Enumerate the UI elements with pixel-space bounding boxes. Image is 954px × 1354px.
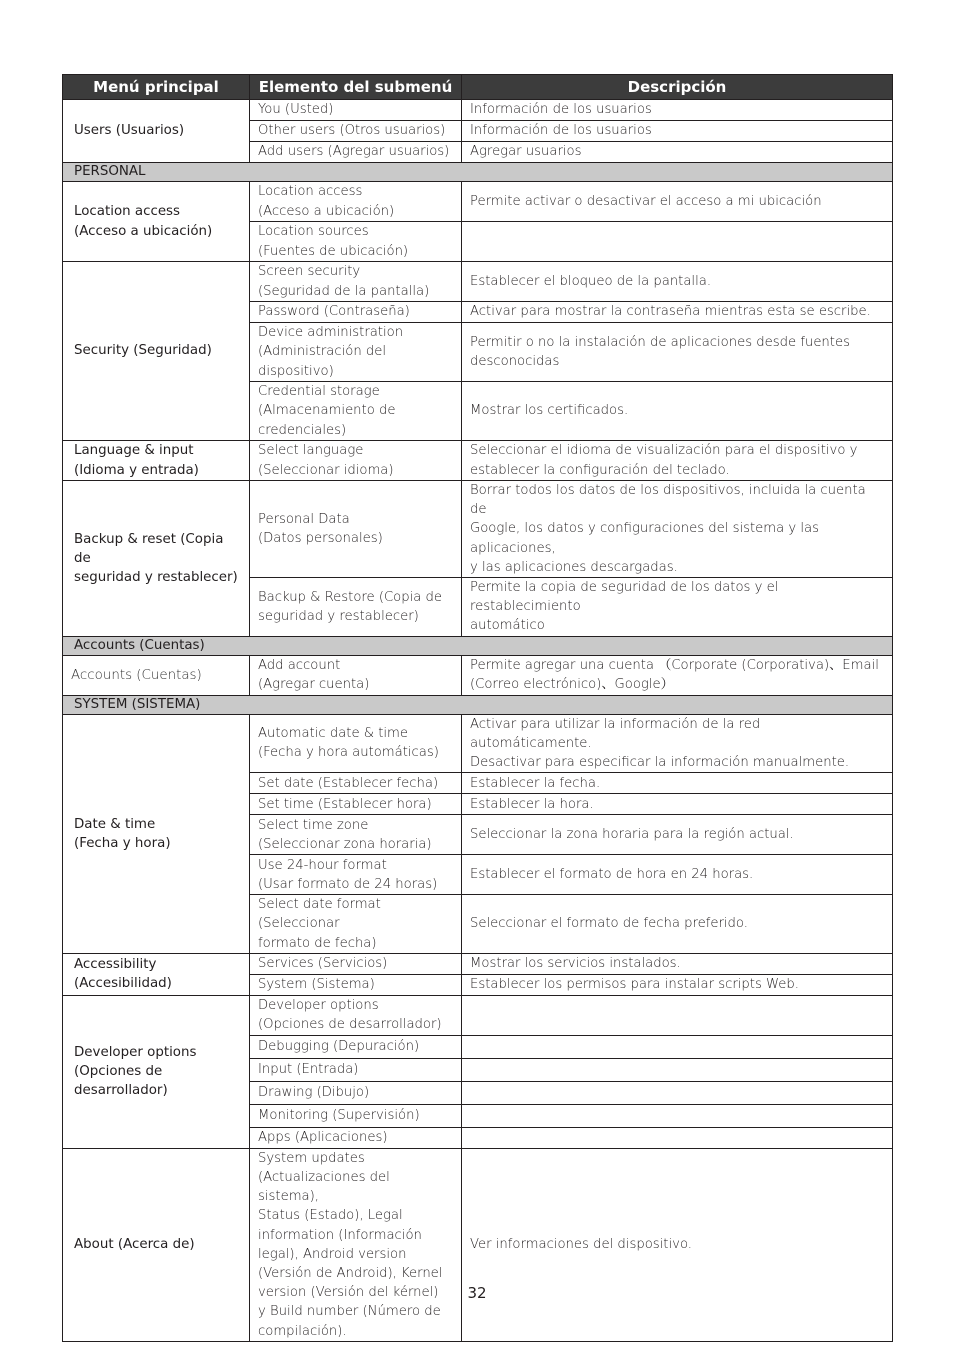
table-row bbox=[63, 714, 893, 773]
menu-accounts: Accounts (Cuentas) bbox=[63, 655, 250, 695]
header-submenu: Elemento del submenú bbox=[250, 75, 462, 100]
section-system: SYSTEM (SISTEMA) bbox=[63, 695, 893, 714]
description-cell: Información de los usuarios bbox=[462, 121, 893, 142]
submenu-cell: Services (Servicios) bbox=[250, 953, 462, 974]
submenu-cell: Personal Data (Datos personales) bbox=[250, 481, 462, 578]
description-cell: Borrar todos los datos de los dispositivos, incluida la cuenta de Google, los datos y configuraciones del sistema y las aplicaciones, y las aplicaciones descargadas. bbox=[462, 481, 893, 578]
menu-location-access: Location access (Acceso a ubicación) bbox=[63, 182, 250, 262]
description-cell: Establecer los permisos para instalar scripts Web. bbox=[462, 974, 893, 995]
section-row bbox=[63, 163, 893, 182]
description-cell bbox=[462, 1081, 893, 1104]
section-row bbox=[63, 636, 893, 655]
section-personal: PERSONAL bbox=[63, 163, 893, 182]
submenu-cell: Add account (Agregar cuenta) bbox=[250, 655, 462, 695]
table-row bbox=[63, 995, 893, 1035]
menu-accessibility: Accessibility (Accesibilidad) bbox=[63, 953, 250, 995]
description-cell bbox=[462, 1035, 893, 1058]
description-cell bbox=[462, 222, 893, 262]
table-row bbox=[63, 953, 893, 974]
description-cell: Seleccionar la zona horaria para la región actual. bbox=[462, 815, 893, 855]
submenu-cell: Password (Contraseña) bbox=[250, 302, 462, 323]
section-accounts: Accounts (Cuentas) bbox=[63, 636, 893, 655]
submenu-cell: Developer options (Opciones de desarrollador) bbox=[250, 995, 462, 1035]
menu-developer-options: Developer options (Opciones de desarrollador) bbox=[63, 995, 250, 1148]
submenu-cell: Add users (Agregar usuarios) bbox=[250, 142, 462, 163]
table-row bbox=[63, 441, 893, 481]
submenu-cell: Location sources (Fuentes de ubicación) bbox=[250, 222, 462, 262]
submenu-cell: Backup & Restore (Copia de seguridad y restablecer) bbox=[250, 578, 462, 637]
submenu-cell: Location access (Acceso a ubicación) bbox=[250, 182, 462, 222]
menu-security: Security (Seguridad) bbox=[63, 262, 250, 441]
header-description: Descripción bbox=[462, 75, 893, 100]
description-cell: Establecer la fecha. bbox=[462, 773, 893, 794]
table-row bbox=[63, 1148, 893, 1341]
table-row bbox=[63, 655, 893, 695]
submenu-cell: Debugging (Depuración) bbox=[250, 1035, 462, 1058]
description-cell: Agregar usuarios bbox=[462, 142, 893, 163]
submenu-cell: Input (Entrada) bbox=[250, 1058, 462, 1081]
description-cell bbox=[462, 1127, 893, 1148]
submenu-cell: Set date (Establecer fecha) bbox=[250, 773, 462, 794]
table-row bbox=[63, 262, 893, 302]
submenu-cell: Monitoring (Supervisión) bbox=[250, 1104, 462, 1127]
submenu-cell: Drawing (Dibujo) bbox=[250, 1081, 462, 1104]
description-cell: Información de los usuarios bbox=[462, 100, 893, 121]
submenu-cell: System updates (Actualizaciones del sistema), Status (Estado), Legal information (Información legal), Android version (Versión de Android), Kernel version (Versión del kérnel) y Build number (Número de compilación). bbox=[250, 1148, 462, 1341]
description-cell: Permitir o no la instalación de aplicaciones desde fuentes desconocidas bbox=[462, 323, 893, 382]
submenu-cell: Select time zone (Seleccionar zona horaria) bbox=[250, 815, 462, 855]
description-cell: Activar para mostrar la contraseña mientras esta se escribe. bbox=[462, 302, 893, 323]
settings-table bbox=[62, 74, 893, 1342]
description-cell: Permite activar o desactivar el acceso a mi ubicación bbox=[462, 182, 893, 222]
description-cell: Ver informaciones del dispositivo. bbox=[462, 1148, 893, 1341]
menu-language-input: Language & input (Idioma y entrada) bbox=[63, 441, 250, 481]
description-cell: Mostrar los certificados. bbox=[462, 382, 893, 441]
submenu-cell: Automatic date & time (Fecha y hora automáticas) bbox=[250, 714, 462, 773]
submenu-cell: Other users (Otros usuarios) bbox=[250, 121, 462, 142]
description-cell: Seleccionar el idioma de visualización para el dispositivo y establecer la configuración del teclado. bbox=[462, 441, 893, 481]
submenu-cell: Device administration (Administración del dispositivo) bbox=[250, 323, 462, 382]
description-cell bbox=[462, 1104, 893, 1127]
submenu-cell: Credential storage (Almacenamiento de credenciales) bbox=[250, 382, 462, 441]
page-number: 32 bbox=[467, 1284, 487, 1302]
menu-backup-reset: Backup & reset (Copia de seguridad y restablecer) bbox=[63, 481, 250, 637]
description-cell: Permite agregar una cuenta （Corporate (Corporativa)、Email (Correo electrónico)、Google） bbox=[462, 655, 893, 695]
submenu-cell: You (Usted) bbox=[250, 100, 462, 121]
submenu-cell: Screen security (Seguridad de la pantalla) bbox=[250, 262, 462, 302]
menu-about: About (Acerca de) bbox=[63, 1148, 250, 1341]
description-cell: Establecer el bloqueo de la pantalla. bbox=[462, 262, 893, 302]
description-cell: Mostrar los servicios instalados. bbox=[462, 953, 893, 974]
table-header-row bbox=[63, 75, 893, 100]
section-row bbox=[63, 695, 893, 714]
submenu-cell: Select language (Seleccionar idioma) bbox=[250, 441, 462, 481]
description-cell: Activar para utilizar la información de la red automáticamente. Desactivar para especificar la información manualmente. bbox=[462, 714, 893, 773]
menu-users: Users (Usuarios) bbox=[63, 100, 250, 163]
description-cell: Permite la copia de seguridad de los datos y el restablecimiento automático bbox=[462, 578, 893, 637]
description-cell: Establecer el formato de hora en 24 horas. bbox=[462, 855, 893, 895]
submenu-cell: System (Sistema) bbox=[250, 974, 462, 995]
header-menu: Menú principal bbox=[63, 75, 250, 100]
table-row bbox=[63, 182, 893, 222]
submenu-cell: Apps (Aplicaciones) bbox=[250, 1127, 462, 1148]
menu-date-time: Date & time (Fecha y hora) bbox=[63, 714, 250, 953]
table-row bbox=[63, 100, 893, 121]
description-cell bbox=[462, 995, 893, 1035]
submenu-cell: Select date format (Seleccionar formato de fecha) bbox=[250, 895, 462, 954]
submenu-cell: Use 24-hour format (Usar formato de 24 horas) bbox=[250, 855, 462, 895]
table-row bbox=[63, 481, 893, 578]
description-cell: Seleccionar el formato de fecha preferido. bbox=[462, 895, 893, 954]
settings-table-container bbox=[62, 74, 892, 1342]
description-cell: Establecer la hora. bbox=[462, 794, 893, 815]
submenu-cell: Set time (Establecer hora) bbox=[250, 794, 462, 815]
description-cell bbox=[462, 1058, 893, 1081]
